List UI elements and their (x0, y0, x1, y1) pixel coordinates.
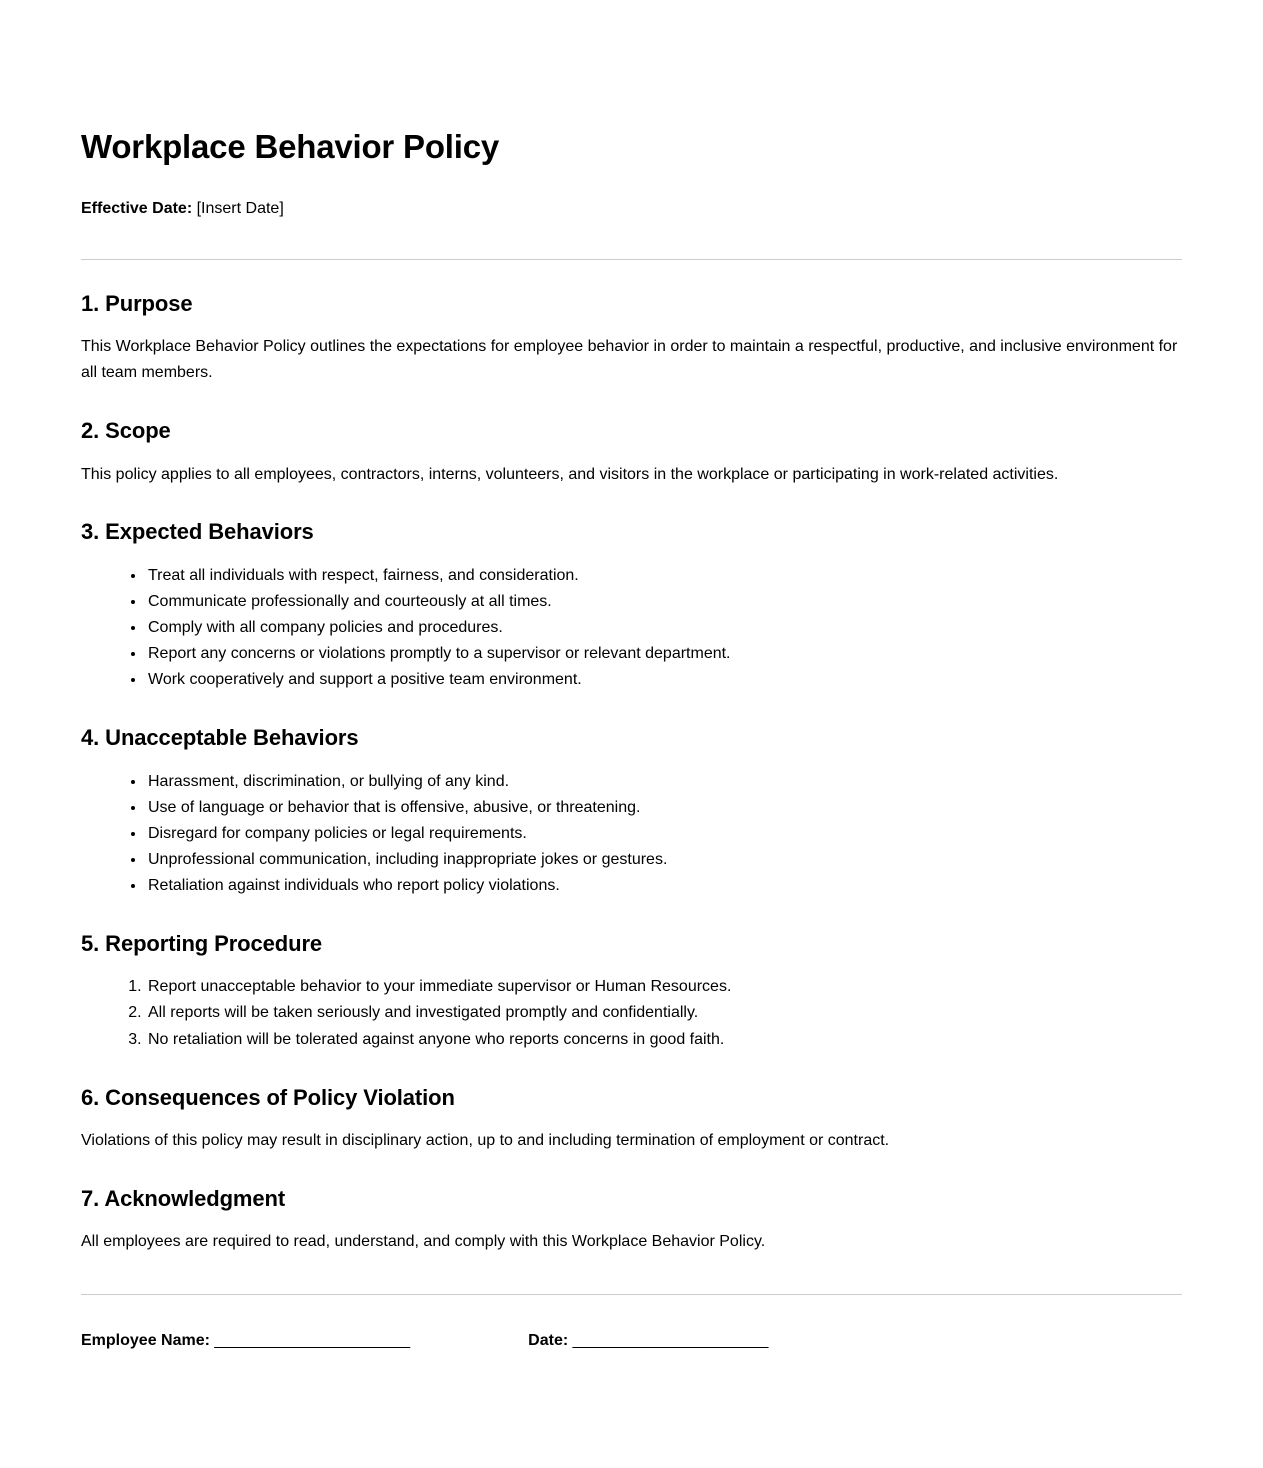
signature-date-field[interactable]: ______________________ (572, 1332, 769, 1350)
signature-date-label: Date: (528, 1332, 569, 1350)
effective-date-value: [Insert Date] (196, 199, 284, 217)
section-body-purpose: This Workplace Behavior Policy outlines the expectations for employee behavior in order to maintain a respectful, productive, and inclusive environment for all team members. (81, 338, 1178, 382)
list-item: • Communicate professionally and courteously at all times. (146, 589, 1182, 615)
section-scope (81, 418, 1182, 487)
employee-name-field[interactable]: ______________________ (214, 1332, 411, 1350)
section-body-consequences: Violations of this policy may result in disciplinary action, up to and including termination of employment or contract. (81, 1132, 890, 1150)
footer-divider (81, 1294, 1182, 1295)
section-body-acknowledgment: All employees are required to read, understand, and comply with this Workplace Behavior Policy. (81, 1233, 766, 1251)
section-body-scope: This policy applies to all employees, contractors, interns, volunteers, and visitors in the workplace or participating in work-related activities. (81, 465, 1059, 483)
list-item: • Retaliation against individuals who report policy violations. (146, 873, 1182, 899)
list-item: 1. Report unacceptable behavior to your immediate supervisor or Human Resources. (146, 974, 1182, 1000)
effective-date-line (81, 197, 1182, 221)
list-item: • Use of language or behavior that is offensive, abusive, or threatening. (146, 795, 1182, 821)
list-item: • Harassment, discrimination, or bullying of any kind. (146, 769, 1182, 795)
signature-block (81, 1329, 1182, 1353)
unacceptable-behaviors-list (81, 769, 1182, 899)
section-heading-purpose: 1. Purpose (81, 290, 193, 316)
section-reporting-procedure (81, 931, 1182, 1053)
list-item: 3. No retaliation will be tolerated against anyone who reports concerns in good faith. (146, 1027, 1182, 1053)
list-item: • Treat all individuals with respect, fairness, and consideration. (146, 563, 1182, 589)
effective-date-label: Effective Date: (81, 199, 193, 217)
section-expected-behaviors (81, 519, 1182, 693)
section-purpose (81, 291, 1182, 386)
expected-behaviors-list (81, 563, 1182, 693)
list-item: • Comply with all company policies and procedures. (146, 615, 1182, 641)
section-heading-expected-behaviors: 3. Expected Behaviors (81, 519, 314, 545)
section-heading-consequences: 6. Consequences of Policy Violation (81, 1084, 455, 1110)
reporting-procedure-list (81, 974, 1182, 1052)
section-heading-scope: 2. Scope (81, 418, 171, 444)
section-consequences (81, 1085, 1182, 1154)
list-item: • Report any concerns or violations promptly to a supervisor or relevant department. (146, 641, 1182, 667)
section-unacceptable-behaviors (81, 725, 1182, 899)
list-item: • Unprofessional communication, including inappropriate jokes or gestures. (146, 847, 1182, 873)
list-item: • Disregard for company policies or legal requirements. (146, 821, 1182, 847)
page-title: Workplace Behavior Policy (81, 128, 500, 165)
list-item: • Work cooperatively and support a positive team environment. (146, 667, 1182, 693)
section-acknowledgment (81, 1186, 1182, 1255)
list-item: 2. All reports will be taken seriously and investigated promptly and confidentially. (146, 1000, 1182, 1026)
employee-name-label: Employee Name: (81, 1332, 210, 1350)
section-heading-unacceptable-behaviors: 4. Unacceptable Behaviors (81, 725, 359, 751)
section-heading-reporting-procedure: 5. Reporting Procedure (81, 931, 323, 956)
section-heading-acknowledgment: 7. Acknowledgment (81, 1185, 286, 1211)
header-divider (81, 259, 1182, 260)
